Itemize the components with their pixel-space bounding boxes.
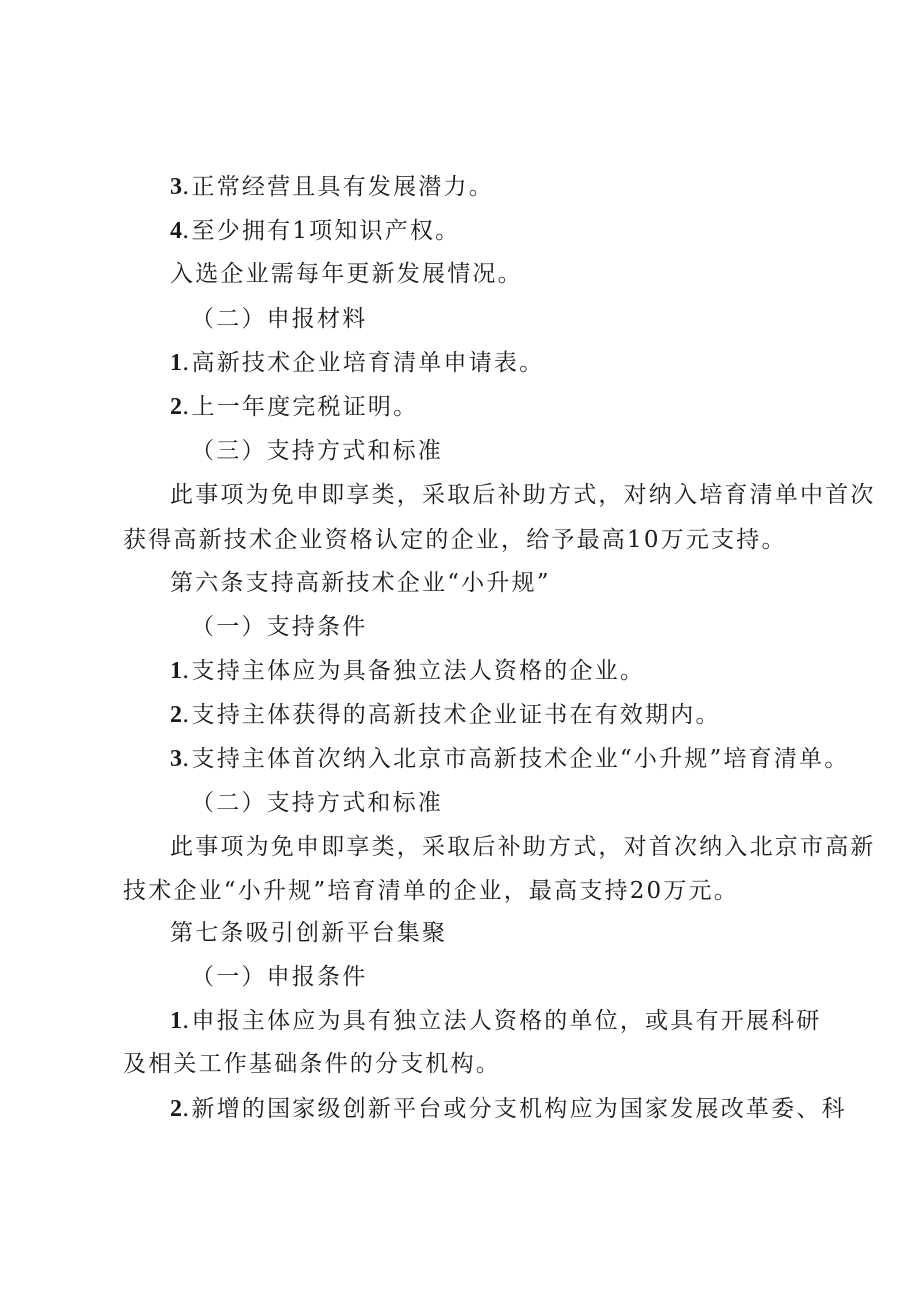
section-heading-application-conditions — [191, 962, 367, 992]
paragraph-text: .正常经营且具有发展潜力。 — [182, 174, 494, 200]
paragraph-text: 技术企业“小升规”培育清单的企业，最高支持20万元。 — [123, 878, 739, 904]
paragraph-text: 此事项为免申即享类，采取后补助方式，对首次纳入北京市高新 — [170, 834, 876, 860]
paragraph-text: .支持主体应为具备独立法人资格的企业。 — [182, 658, 646, 684]
paragraph-text: （二）申报材料 — [191, 306, 368, 332]
paragraph-material-1 — [170, 348, 544, 378]
paragraph-text: 及相关工作基础条件的分支机构。 — [123, 1051, 501, 1077]
paragraph-text: .高新技术企业培育清单申请表。 — [182, 350, 545, 376]
article-heading-6 — [170, 568, 551, 598]
item-number: 3 — [170, 746, 182, 772]
paragraph-text: .支持主体首次纳入北京市高新技术企业“小升规”培育清单。 — [182, 746, 850, 772]
item-number: 2 — [170, 394, 182, 420]
paragraph-text: （二）支持方式和标准 — [191, 790, 443, 816]
paragraph-condition-3 — [170, 172, 494, 202]
paragraph-support2-line-2 — [123, 876, 739, 906]
paragraph-text: .新增的国家级创新平台或分支机构应为国家发展改革委、科 — [182, 1096, 847, 1122]
paragraph-condition-4 — [170, 216, 460, 246]
item-number: 3 — [170, 174, 182, 200]
paragraph-text: 获得高新技术企业资格认定的企业，给予最高10万元支持。 — [123, 527, 787, 553]
paragraph-text: .至少拥有1项知识产权。 — [182, 218, 461, 244]
item-number: 2 — [170, 702, 182, 728]
paragraph-text: .支持主体获得的高新技术企业证书在有效期内。 — [182, 702, 721, 728]
item-number: 2 — [170, 1096, 182, 1122]
paragraph-text: 第七条吸引创新平台集聚 — [170, 920, 448, 946]
article-heading-7 — [170, 918, 447, 948]
paragraph-application-1-line-2 — [123, 1049, 501, 1079]
item-number: 1 — [170, 350, 182, 376]
section-heading-support-method — [191, 436, 443, 466]
item-number: 1 — [170, 658, 182, 684]
paragraph-condition-1 — [170, 656, 645, 686]
paragraph-condition-2 — [170, 700, 721, 730]
paragraph-text: （一）支持条件 — [191, 614, 368, 640]
item-number: 4 — [170, 218, 182, 244]
section-heading-support-method-2 — [191, 788, 443, 818]
paragraph-support-line-1 — [170, 480, 876, 510]
paragraph-material-2 — [170, 392, 418, 422]
paragraph-text: （一）申报条件 — [191, 964, 368, 990]
paragraph-update-note — [170, 259, 523, 289]
section-heading-support-conditions — [191, 612, 367, 642]
paragraph-support-line-2 — [123, 525, 787, 555]
paragraph-condition-3b — [170, 744, 849, 774]
paragraph-text: 第六条支持高新技术企业“小升规” — [170, 570, 551, 596]
paragraph-support2-line-1 — [170, 832, 876, 862]
paragraph-text: （三）支持方式和标准 — [191, 438, 443, 464]
paragraph-text: .上一年度完税证明。 — [182, 394, 419, 420]
paragraph-application-1-line-1 — [170, 1006, 822, 1036]
paragraph-text: 此事项为免申即享类，采取后补助方式，对纳入培育清单中首次 — [170, 482, 876, 508]
paragraph-text: 入选企业需每年更新发展情况。 — [170, 261, 523, 287]
paragraph-text: .申报主体应为具有独立法人资格的单位，或具有开展科研 — [182, 1008, 822, 1034]
section-heading-materials — [191, 304, 367, 334]
paragraph-application-2 — [170, 1094, 847, 1124]
item-number: 1 — [170, 1008, 182, 1034]
